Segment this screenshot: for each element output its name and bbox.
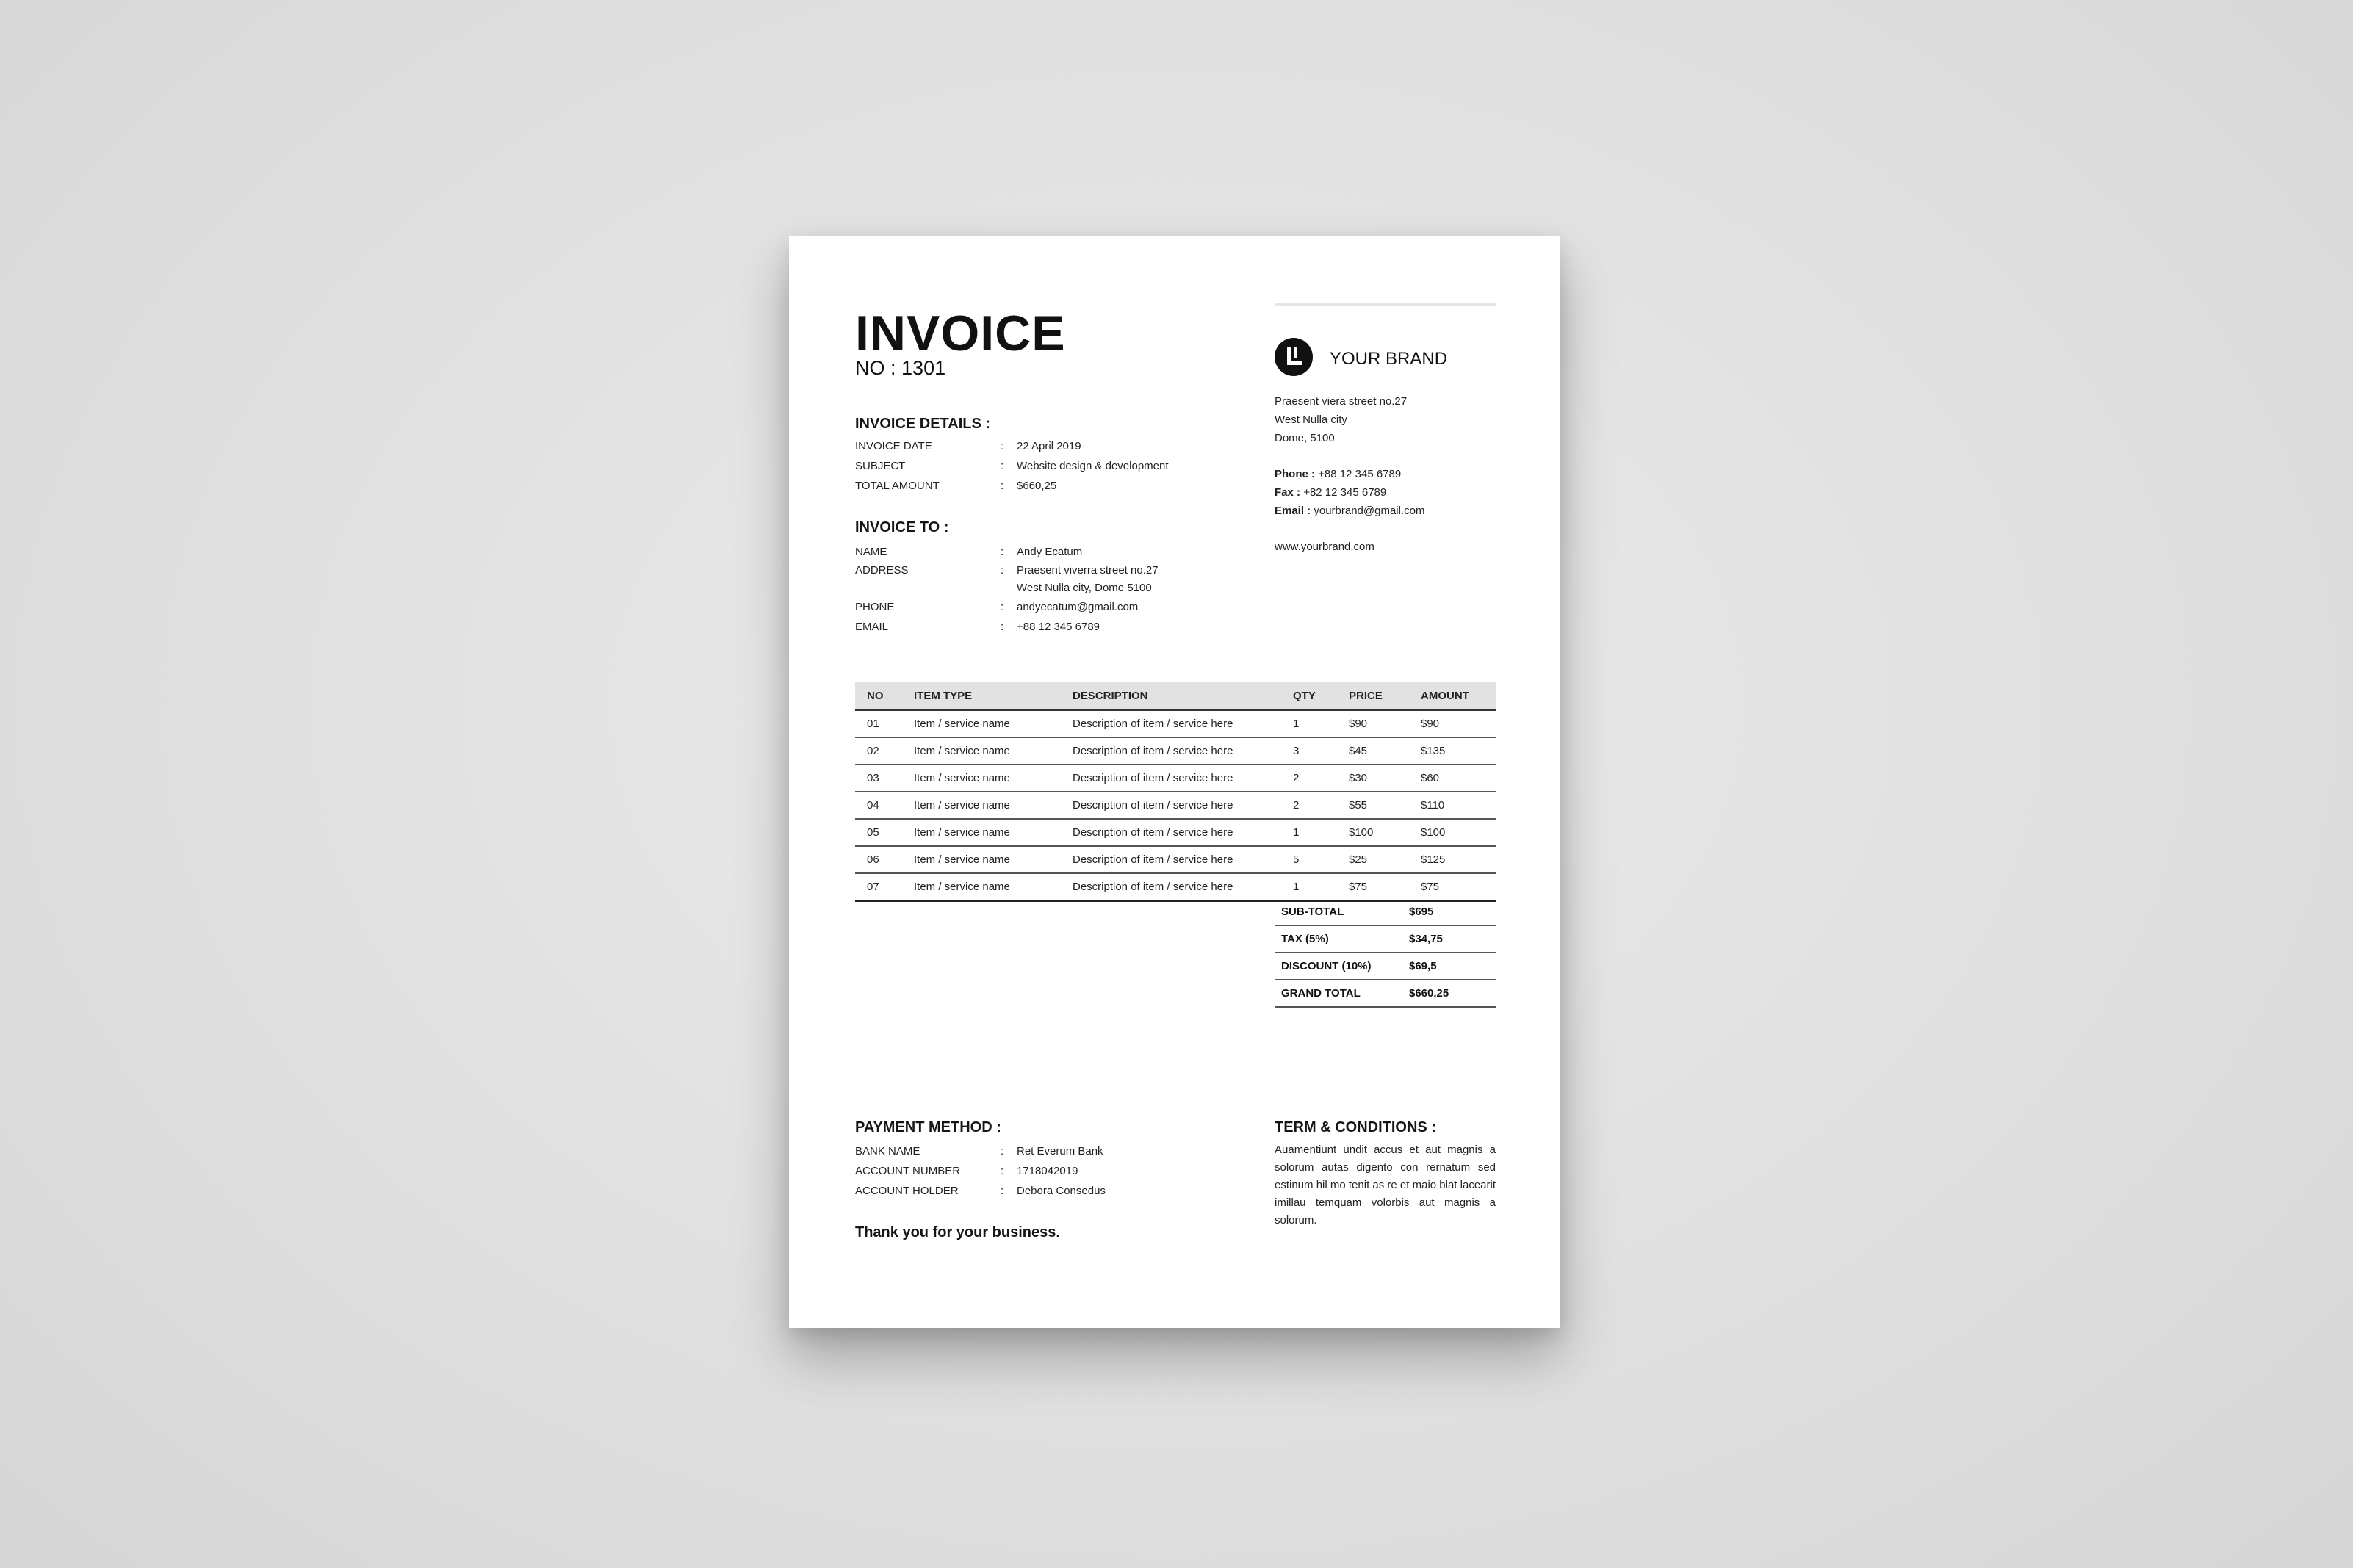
terms-heading: TERM & CONDITIONS : [1275,1119,1436,1135]
invoice-to-sep: : [1001,621,1004,633]
brand-contact [1275,392,1424,556]
invoice-to-row [855,617,1208,637]
detail-value: Website design & development [1017,460,1169,472]
cell-no: 04 [855,792,914,819]
table-row [855,710,1496,737]
payment-sep: : [1001,1145,1004,1157]
header-description: DESCRIPTION [1073,682,1293,710]
brand-website: www.yourbrand.com [1275,541,1374,553]
brand-fax-label: Fax : [1275,486,1301,499]
brand-email-label: Email : [1275,505,1311,517]
header-no: NO [855,682,914,710]
invoice-to-heading: INVOICE TO : [855,519,949,535]
invoice-number-label: NO : [855,357,896,379]
totals-row [1275,953,1496,980]
detail-value: 22 April 2019 [1017,440,1081,452]
invoice-to-key: NAME [855,546,887,558]
header-amount: AMOUNT [1421,682,1496,710]
invoice-to-key: EMAIL [855,621,889,633]
cell-no: 06 [855,846,914,873]
invoice-number [855,358,945,378]
detail-row [855,436,1208,456]
invoice-to-key: PHONE [855,601,895,613]
cell-qty: 3 [1293,737,1349,765]
cell-no: 05 [855,819,914,846]
cell-price: $30 [1349,765,1421,792]
table-header-row [855,682,1496,710]
brand-address-line-1: Praesent viera street no.27 [1275,395,1408,408]
cell-qty: 2 [1293,765,1349,792]
cell-no: 01 [855,710,914,737]
invoice-details-heading: INVOICE DETAILS : [855,416,991,432]
cell-amount: $75 [1421,873,1496,901]
cell-price: $75 [1349,873,1421,901]
payment-value: Ret Everum Bank [1017,1145,1103,1157]
invoice-to-row [855,542,1208,562]
payment-sep: : [1001,1185,1004,1197]
totals-row [1275,925,1496,953]
cell-price: $45 [1349,737,1421,765]
payment-row [855,1161,1208,1181]
client-address [1017,562,1208,597]
detail-key: TOTAL AMOUNT [855,480,940,492]
cell-description: Description of item / service here [1073,873,1293,901]
brand-name: YOUR BRAND [1330,349,1448,369]
header-price: PRICE [1349,682,1421,710]
payment-key: BANK NAME [855,1145,920,1157]
cell-item-type: Item / service name [914,819,1073,846]
cell-description: Description of item / service here [1073,737,1293,765]
cell-item-type: Item / service name [914,873,1073,901]
cell-price: $100 [1349,819,1421,846]
cell-description: Description of item / service here [1073,819,1293,846]
client-address-line-2: West Nulla city, Dome 5100 [1017,582,1152,594]
table-row [855,846,1496,873]
cell-no: 07 [855,873,914,901]
cell-qty: 1 [1293,819,1349,846]
client-name: Andy Ecatum [1017,546,1083,558]
cell-description: Description of item / service here [1073,846,1293,873]
cell-item-type: Item / service name [914,710,1073,737]
payment-method-heading: PAYMENT METHOD : [855,1119,1001,1135]
cell-qty: 5 [1293,846,1349,873]
cell-amount: $125 [1421,846,1496,873]
cell-amount: $90 [1421,710,1496,737]
tax-value: $34,75 [1409,925,1496,953]
detail-row [855,456,1208,476]
brand-phone-value: +88 12 345 6789 [1318,468,1402,480]
cell-amount: $60 [1421,765,1496,792]
cell-no: 03 [855,765,914,792]
grand-total-label: GRAND TOTAL [1275,980,1409,1007]
header-item-type: ITEM TYPE [914,682,1073,710]
brand-phone-label: Phone : [1275,468,1315,480]
brand-phone [1275,465,1424,483]
cell-price: $25 [1349,846,1421,873]
cell-no: 02 [855,737,914,765]
brand-email [1275,502,1424,520]
cell-price: $55 [1349,792,1421,819]
totals-row [1275,899,1496,925]
header-qty: QTY [1293,682,1349,710]
brand-address-line-3: Dome, 5100 [1275,432,1335,444]
totals-row [1275,980,1496,1007]
cell-qty: 2 [1293,792,1349,819]
client-email: +88 12 345 6789 [1017,621,1100,633]
invoice-details-list [855,436,1208,496]
cell-description: Description of item / service here [1073,710,1293,737]
cell-description: Description of item / service here [1073,792,1293,819]
payment-key: ACCOUNT NUMBER [855,1165,961,1177]
detail-sep: : [1001,460,1004,472]
cell-description: Description of item / service here [1073,765,1293,792]
table-row [855,873,1496,901]
items-table [855,682,1496,902]
detail-sep: : [1001,440,1004,452]
table-row [855,765,1496,792]
cell-item-type: Item / service name [914,765,1073,792]
payment-value: Debora Consedus [1017,1185,1106,1197]
cell-item-type: Item / service name [914,792,1073,819]
cell-price: $90 [1349,710,1421,737]
payment-method-list [855,1141,1208,1201]
cell-amount: $110 [1421,792,1496,819]
detail-sep: : [1001,480,1004,492]
tax-label: TAX (5%) [1275,925,1409,953]
discount-label: DISCOUNT (10%) [1275,953,1409,980]
terms-text: Auamentiunt undit accus et aut magnis a solorum autas digento con rernatum sed estinum hil mo tenit as re et maio blat lacearit imillau temquam volorbis aut magnis a solorum. [1275,1144,1496,1226]
invoice-to-row [855,597,1208,617]
thank-you-note: Thank you for your business. [855,1224,1060,1240]
payment-key: ACCOUNT HOLDER [855,1185,959,1197]
cell-amount: $100 [1421,819,1496,846]
invoice-to-sep: : [1001,601,1004,613]
subtotal-label: SUB-TOTAL [1275,899,1409,925]
discount-value: $69,5 [1409,953,1496,980]
detail-row [855,476,1208,496]
brand-logo-icon [1275,338,1313,376]
brand-email-value: yourbrand@gmail.com [1314,505,1425,517]
payment-value: 1718042019 [1017,1165,1078,1177]
subtotal-value: $695 [1409,899,1496,925]
invoice-to-sep: : [1001,564,1004,577]
invoice-to-list [855,542,1208,637]
cell-qty: 1 [1293,710,1349,737]
cell-amount: $135 [1421,737,1496,765]
grand-total-value: $660,25 [1409,980,1496,1007]
client-phone: andyecatum@gmail.com [1017,601,1139,613]
table-row [855,737,1496,765]
invoice-sheet [789,236,1560,1328]
brand-fax-value: +82 12 345 6789 [1303,486,1387,499]
table-row [855,819,1496,846]
cell-qty: 1 [1293,873,1349,901]
detail-key: INVOICE DATE [855,440,932,452]
detail-value: $660,25 [1017,480,1057,492]
invoice-number-value: 1301 [901,357,946,379]
totals-table [1275,899,1496,1008]
cell-item-type: Item / service name [914,737,1073,765]
invoice-to-key: ADDRESS [855,564,909,577]
cell-item-type: Item / service name [914,846,1073,873]
brand-fax [1275,483,1424,502]
brand-divider [1275,303,1496,306]
table-row [855,792,1496,819]
invoice-to-sep: : [1001,546,1004,558]
invoice-title: INVOICE [855,306,1066,361]
detail-key: SUBJECT [855,460,906,472]
payment-row [855,1181,1208,1201]
payment-sep: : [1001,1165,1004,1177]
payment-row [855,1141,1208,1161]
brand-address-line-2: West Nulla city [1275,413,1347,426]
client-address-line-1: Praesent viverra street no.27 [1017,564,1159,577]
invoice-to-row [855,562,1208,597]
